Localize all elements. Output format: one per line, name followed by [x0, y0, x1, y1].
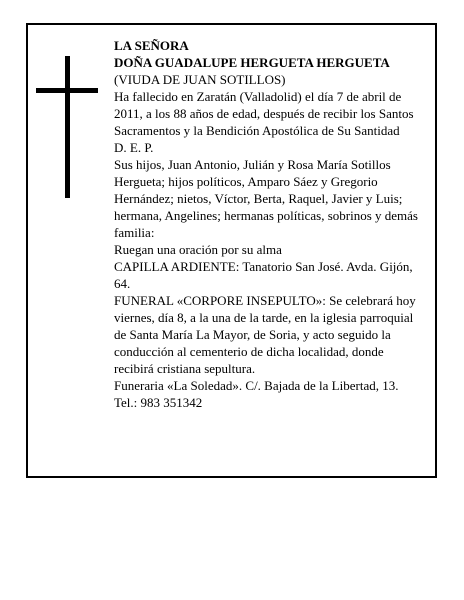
- cross-vertical-bar: [65, 56, 70, 198]
- widow-of-line: (VIUDA DE JUAN SOTILLOS): [114, 72, 286, 87]
- cross-icon: [36, 56, 98, 198]
- chapel-info: CAPILLA ARDIENTE: Tanatorio San José. Avda. Gijón, 64.: [114, 259, 413, 291]
- prayer-request: Ruegan una oración por su alma: [114, 242, 282, 257]
- rip-line: D. E. P.: [114, 140, 154, 155]
- funeral-home-info: Funeraria «La Soledad». C/. Bajada de la Libertad, 13.: [114, 378, 399, 393]
- obituary-text: [114, 37, 426, 411]
- family-list: Sus hijos, Juan Antonio, Julián y Rosa María Sotillos Hergueta; hijos políticos, Amparo Sáez y Gregorio Hernández; nietos, Víctor, Berta, Raquel, Javier y Luis; hermana, Angelines; hermanas políticas, sobrinos y demás familia:: [114, 157, 418, 240]
- notice-title: LA SEÑORA: [114, 38, 189, 53]
- phone-info: Tel.: 983 351342: [114, 395, 203, 410]
- funeral-info: FUNERAL «CORPORE INSEPULTO»: Se celebrará hoy viernes, día 8, a la una de la tarde, en la iglesia parroquial de Santa María La Mayor, de Soria, y acto seguido la conducción al cementerio de dicha localidad, donde recibirá cristiana sepultura.: [114, 293, 416, 376]
- cross-horizontal-bar: [36, 88, 98, 93]
- death-announcement: Ha fallecido en Zaratán (Valladolid) el día 7 de abril de 2011, a los 88 años de edad, después de recibir los Santos Sacramentos y la Bendición Apostólica de Su Santidad: [114, 89, 414, 138]
- deceased-name: DOÑA GUADALUPE HERGUETA HERGUETA: [114, 55, 390, 70]
